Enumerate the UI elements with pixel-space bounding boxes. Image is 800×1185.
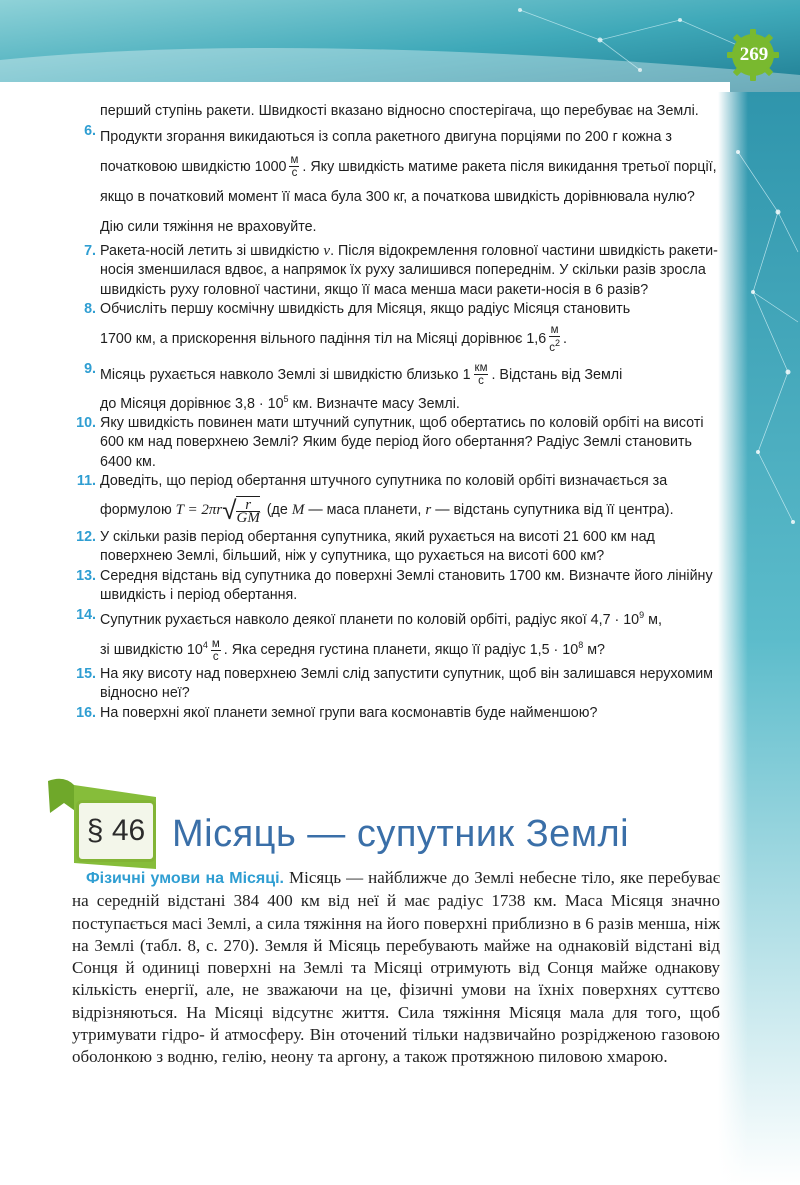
- problem-text: зі швидкістю 10: [100, 641, 203, 658]
- unit-fraction: $\frac{м}{с}$: [211, 637, 220, 663]
- problem-text: На яку висоту над поверхнею Землі слід запустити супутник, щоб він залишався нерухомим відносно неї?: [100, 665, 714, 702]
- section-number-badge: § 46: [76, 800, 156, 862]
- body-paragraph: [72, 867, 720, 1069]
- list-item: 9. Місяць рухається навколо Землі зі швидкістю близько 1 $\frac{км}{с}$ . Відстань від Землі до Місяця дорівнює $3,8 \cdot 10^5$ км. Визначте масу Землі.: [70, 360, 720, 414]
- problem-text: Продукти згорання викидаються із сопла ракетного двигуна порціями по 200 г кожна з початковою швидкістю 1000: [100, 128, 672, 175]
- list-item: [70, 242, 720, 301]
- math-variable: v: [323, 242, 331, 259]
- problem-text: На поверхні якої планети земної групи вага космонавтів буде найменшою?: [100, 704, 598, 721]
- problem-text: . Яка середня густина планети, якщо її радіус 1,5 · 10: [223, 641, 579, 658]
- problem-number: 16.: [76, 704, 96, 721]
- problem-text: Доведіть, що період обертання штучного супутника по коловій орбіті визначається за формулою: [100, 473, 668, 518]
- list-item: [70, 414, 720, 473]
- list-item: [70, 567, 720, 606]
- unit-fraction: $\frac{м}{с}$: [290, 154, 299, 180]
- problem-number: 6.: [84, 122, 96, 139]
- paragraph-lead: Фізичні умови на Місяці.: [86, 870, 284, 887]
- list-item: 6. Продукти згорання викидаються із сопла ракетного двигуна порціями по 200 г кожна з початковою швидкістю 1000 $\frac{м}{с}$ . Яку швидкість матиме ракета після викидання третьої порції, якщо в початковий момент її маса була 300 кг, а початкова швидкість дорівнювала нулю? Дію сили тяжіння не враховуйте.: [70, 122, 720, 242]
- formula: T = 2πr√ $\frac{r}{GM}$: [175, 494, 260, 526]
- problem-text: перший ступінь ракети. Швидкості вказано відносно спостерігача, що перебуває на Землі.: [100, 103, 699, 119]
- problem-number: 8.: [84, 301, 96, 317]
- side-decoration: [718, 92, 800, 1185]
- problem-number: 12.: [76, 528, 96, 545]
- problem-number: 9.: [84, 360, 96, 377]
- page-number: 269: [739, 44, 769, 65]
- problem-number: 7.: [84, 242, 96, 259]
- problem-text: Ракета-носій летить зі швидкістю: [100, 242, 320, 259]
- list-item: [70, 665, 720, 704]
- problem-number: 11.: [76, 473, 96, 490]
- problem-text: Супутник рухається навколо деякої планети по коловій орбіті, радіус якої 4,7 · 10: [100, 611, 640, 628]
- list-item: 14. Супутник рухається навколо деякої планети по коловій орбіті, радіус якої $4,7 \cdot 10^9$ м, зі швидкістю $10^4$ $\frac{м}{с}$ . Яка середня густина планети, якщо її радіус $1,5 \cdot 10^8$ м?: [70, 606, 720, 665]
- problem-text: Середня відстань від супутника до поверхні Землі становить 1700 км. Визначте його лінійну швидкість і період обертання.: [100, 567, 713, 604]
- problem-text: (де: [266, 501, 288, 518]
- problem-number: 10.: [76, 414, 96, 431]
- problem-text: . Після відокремлення головної частини швидкість ракети-носія зменшилася вдвоє, а напрямок їх руху залишився попереднім. У скільки разів зросла швидкість руху головної частини, якщо її маса менша маси ракети-носія в 6 разів?: [100, 242, 718, 298]
- section-title: Місяць — супутник Землі: [172, 813, 630, 855]
- problems-list: [70, 102, 720, 723]
- problem-text: Яку швидкість повинен мати штучний супутник, щоб обертатись по коловій орбіті на висоті 600 км над поверхнею Землі? Яким буде період його обертання? Радіус Землі становить 6400 км.: [100, 414, 704, 470]
- problem-number: 14.: [76, 606, 96, 623]
- list-item: [70, 704, 720, 724]
- list-item: [70, 102, 720, 122]
- problem-text: . Відстань від Землі: [491, 366, 623, 383]
- paragraph-text: Місяць — найближче до Землі небесне тіло, яке перебуває на середній відстані 384 400 км від неї й має радіус 1738 км. Маса Місяця значно поступається масі Землі, а сила тяжіння на його поверхні приблизно в 6 разів менша, ніж на Землі (табл. 8, с. 270). Земля й Місяць перебувають майже на однаковій відстані від Сонця й одиниці поверхні на Землі та Місяці отримують від Сонця майже однакову кількість енергії, але, не зважаючи на це, фізичні умови на їхніх поверхнях суттєво відрізняються. На Місяці відсутнє життя. Сила тяжіння Місяця мала для того, щоб утримувати гідро- й атмосферу. Він оточений тільки надзвичайно розрідженою газовою оболонкою з водню, гелію, неону та аргону, а також протяжною пиловою хмарою.: [72, 868, 721, 1067]
- unit-fraction: $\frac{км}{с}$: [474, 362, 488, 388]
- problem-number: 13.: [76, 567, 96, 584]
- header-banner: [0, 0, 800, 92]
- problem-number: 15.: [76, 665, 96, 682]
- list-item: 11. Доведіть, що період обертання штучного супутника по коловій орбіті визначається за формулою T = 2πr√ $\frac{r}{GM}$ (де M — маса планети, r — відстань супутника від її центра).: [70, 472, 720, 528]
- problem-text: 1700 км, а прискорення вільного падіння тіл на Місяці дорівнює 1,6: [100, 330, 547, 347]
- problem-text: — відстань супутника від її центра).: [435, 501, 674, 518]
- problem-text: Обчисліть першу космічну швидкість для Місяця, якщо радіус Місяця становить: [100, 301, 631, 317]
- problem-text: Яку швидкість матиме ракета після викидання третьої порції, якщо в початковий момент її маса була 300 кг, а початкова швидкість дорівнювала нулю? Дію сили тяжіння не враховуйте.: [100, 158, 717, 235]
- list-item: 8. Обчисліть першу космічну швидкість для Місяця, якщо радіус Місяця становить 1700 км, а прискорення вільного падіння тіл на Місяці дорівнює 1,6 $\frac{м}{с^2}$ .: [70, 300, 720, 354]
- problem-text: — маса планети,: [308, 501, 422, 518]
- unit-fraction: $\frac{м}{с^2}$: [549, 323, 560, 354]
- list-item: [70, 528, 720, 567]
- problem-text: У скільки разів період обертання супутника, який рухається на висоті 21 600 км над поверхнею Землі, більший, ніж у супутника, що рухається на висоті 600 км?: [100, 528, 655, 565]
- problem-text: Місяць рухається навколо Землі зі швидкістю близько 1: [100, 366, 471, 383]
- problem-text: до Місяця дорівнює 3,8 · 10: [100, 395, 284, 412]
